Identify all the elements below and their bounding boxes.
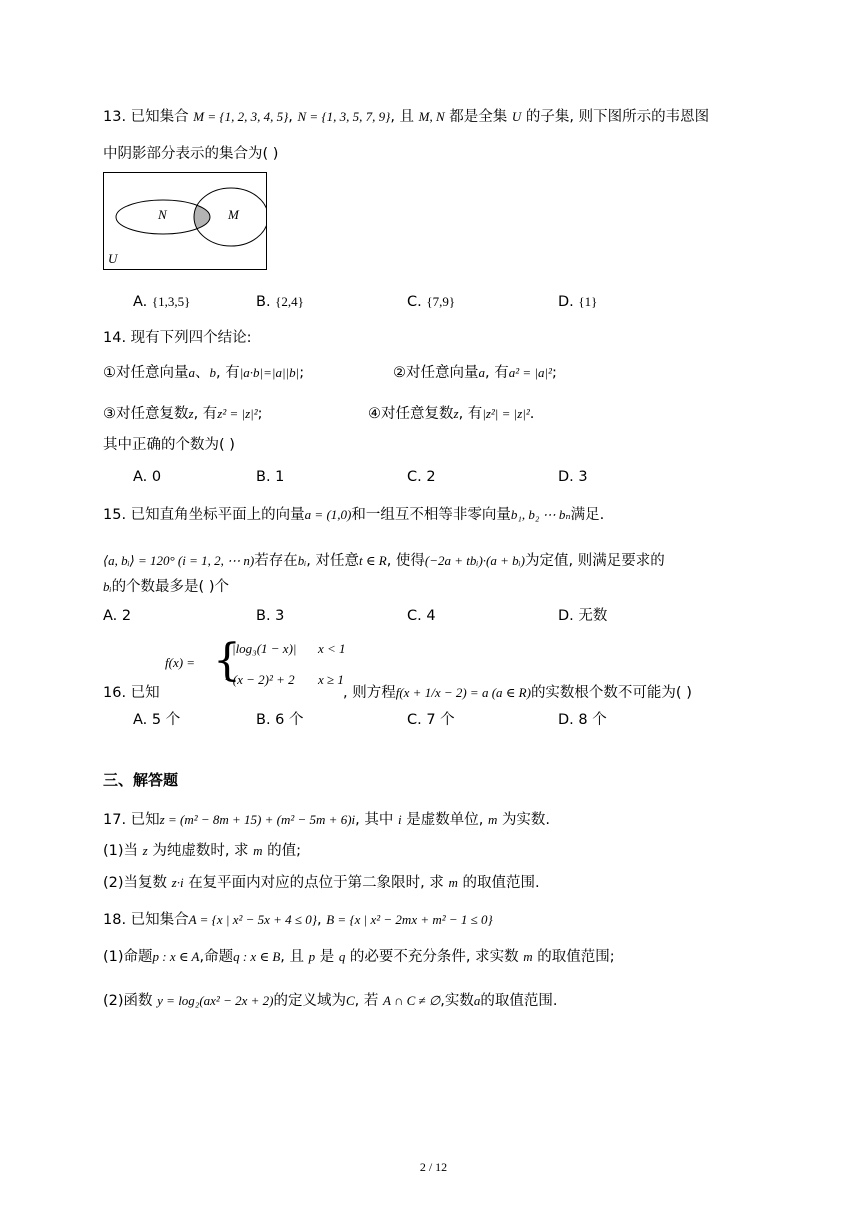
q14-statement-4: ④对任意复数z, 有|z²| = |z|². xyxy=(368,406,535,422)
q16-brace: { xyxy=(213,635,241,686)
q15-option-a: A. 2 xyxy=(103,608,132,624)
q13-option-d: D. {1} xyxy=(558,294,598,310)
q16-fx: f(x) = xyxy=(165,655,196,670)
q14-question: 其中正确的个数为( ) xyxy=(103,437,235,453)
q15-line3: bᵢ的个数最多是( )个 xyxy=(103,579,229,595)
q14-statement-3: ③对任意复数z, 有z² = |z|²; xyxy=(103,406,263,422)
q15-line2: ⟨a, bᵢ⟩ = 120° (i = 1, 2, ⋯ n)若存在bᵢ, 对任意t ∈ R, 使得(−2a + tbᵢ)·(a + bᵢ)为定值, 则满足要求的 xyxy=(103,553,665,569)
q17-part-1: (1)当 z 为纯虚数时, 求 m 的值; xyxy=(103,843,302,859)
q13-number: 13. xyxy=(103,109,127,125)
q13-option-b: B. {2,4} xyxy=(256,294,304,310)
section-heading: 三、解答题 xyxy=(103,771,179,789)
venn-label-m: M xyxy=(228,207,239,222)
q16-case-1: |log₃(1 − x)| xyxy=(232,641,297,656)
q17-part-2: (2)当复数 z·i 在复平面内对应的点位于第二象限时, 求 m 的取值范围. xyxy=(103,875,540,891)
q16-option-b: B. 6 个 xyxy=(256,712,304,728)
q16-stem-start: 16. 已知 xyxy=(103,685,160,701)
q14-option-d: D. 3 xyxy=(558,469,588,485)
q16-option-c: C. 7 个 xyxy=(407,712,455,728)
q18-stem: 18. 已知集合A = {x | x² − 5x + 4 ≤ 0}, B = {x | x² − 2mx + m² − 1 ≤ 0} xyxy=(103,912,493,928)
venn-label-n: N xyxy=(158,207,167,222)
q13-line1: 13. 已知集合 M = {1, 2, 3, 4, 5}, N = {1, 3, 5, 7, 9}, 且 M, N 都是全集 U 的子集, 则下图所示的韦恩图 xyxy=(103,109,710,125)
q14-option-a: A. 0 xyxy=(133,469,162,485)
q18-part-1: (1)命题p : x ∈ A,命题q : x ∈ B, 且 p 是 q 的必要不充分条件, 求实数 m 的取值范围; xyxy=(103,949,615,965)
q14-option-b: B. 1 xyxy=(256,469,285,485)
q14-statement-2: ②对任意向量a, 有a² = |a|²; xyxy=(393,365,557,381)
q16-stem-end: , 则方程f(x + 1/x − 2) = a (a ∈ R)的实数根个数不可能为( ) xyxy=(343,685,692,701)
venn-diagram xyxy=(103,172,267,270)
q14-statement-1: ①对任意向量a、b, 有|a·b|=|a||b|; xyxy=(103,365,305,381)
q18-part-2: (2)函数 y = log₂(ax² − 2x + 2)的定义域为C, 若 A ∩ C ≠ ∅,实数a的取值范围. xyxy=(103,993,558,1009)
q13-set-m: M = {1, 2, 3, 4, 5} xyxy=(193,109,289,124)
q13-line2: 中阴影部分表示的集合为( ) xyxy=(103,146,279,162)
q16-option-a: A. 5 个 xyxy=(133,712,181,728)
q16-cond-2: x ≥ 1 xyxy=(318,672,344,687)
venn-universe-box xyxy=(104,173,267,270)
q16-case-2: −(x − 2)² + 2 xyxy=(224,672,295,687)
q13-set-n: N = {1, 3, 5, 7, 9} xyxy=(297,109,391,124)
q16-option-d: D. 8 个 xyxy=(558,712,607,728)
q14-option-c: C. 2 xyxy=(407,469,436,485)
q15-option-d: D. 无数 xyxy=(558,608,608,624)
q14-stem: 14. 现有下列四个结论: xyxy=(103,330,252,346)
q13-option-c: C. {7,9} xyxy=(407,294,456,310)
q15-option-b: B. 3 xyxy=(256,608,285,624)
venn-label-u: U xyxy=(108,251,118,266)
q15-line1: 15. 已知直角坐标平面上的向量a = (1,0)和一组互不相等非零向量b₁, b₂ ⋯ bₙ满足. xyxy=(103,507,605,523)
q16-cond-1: x < 1 xyxy=(318,641,346,656)
page-number: 2 / 12 xyxy=(419,1160,448,1174)
q15-option-c: C. 4 xyxy=(407,608,436,624)
q13-option-a: A. {1,3,5} xyxy=(133,294,191,310)
q17-stem: 17. 已知z = (m² − 8m + 15) + (m² − 5m + 6)i, 其中 i 是虚数单位, m 为实数. xyxy=(103,812,551,828)
